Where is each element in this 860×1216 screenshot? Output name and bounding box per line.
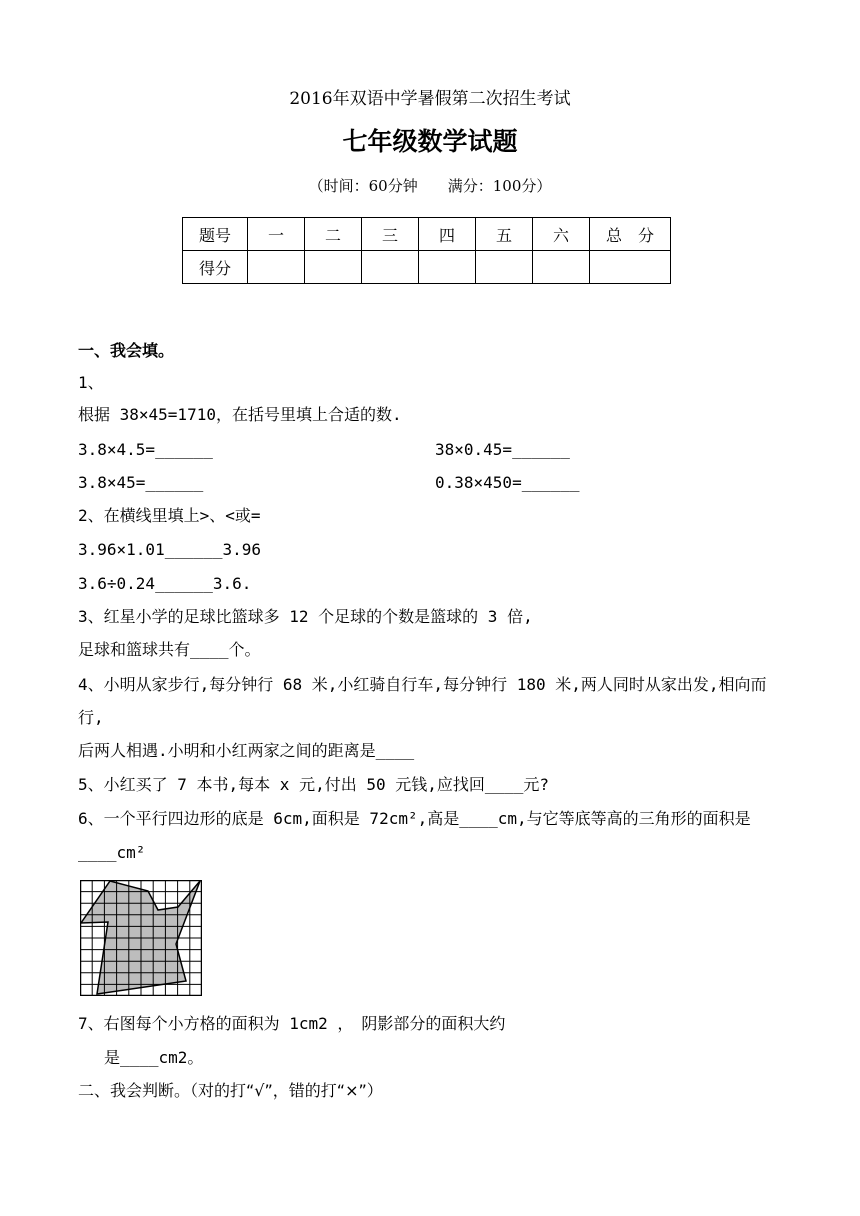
score-table bbox=[182, 217, 671, 284]
q5-text: 5、小红买了 7 本书,每本 x 元,付出 50 元钱,应找回____元? bbox=[78, 775, 550, 794]
q7-line-1: 7、右图每个小方格的面积为 1cm2 ， 阴影部分的面积大约 bbox=[78, 1014, 506, 1033]
score-table-score-row bbox=[183, 251, 671, 284]
q2-item-b: 3.6÷0.24______3.6. bbox=[78, 574, 252, 593]
score-cell-1: 一 bbox=[248, 218, 305, 251]
q1-item-c: 3.8×45=______ bbox=[78, 473, 204, 492]
score-input-4[interactable] bbox=[419, 251, 476, 284]
q7-line-2: 是____cm2。 bbox=[104, 1048, 204, 1067]
score-input-1[interactable] bbox=[248, 251, 305, 284]
score-table-header-row bbox=[183, 218, 671, 251]
score-cell-6: 六 bbox=[533, 218, 590, 251]
score-input-2[interactable] bbox=[305, 251, 362, 284]
q6-line-1: 6、一个平行四边形的底是 6cm,面积是 72cm²,高是____cm,与它等底等高的三角形的面积是 bbox=[78, 809, 751, 828]
exam-name: 2016年双语中学暑假第二次招生考试 bbox=[289, 89, 571, 109]
score-cell-total: 总 分 bbox=[590, 218, 671, 251]
q4-line-2: 行, bbox=[78, 708, 104, 727]
score-row-label: 得分 bbox=[183, 251, 248, 284]
q3-line-1: 3、红星小学的足球比篮球多 12 个足球的个数是篮球的 3 倍, bbox=[78, 607, 533, 626]
score-cell-label: 题号 bbox=[183, 218, 248, 251]
q1-number: 1、 bbox=[78, 373, 104, 392]
q6-line-2: ____cm² bbox=[78, 843, 146, 862]
q4-line-3: 后两人相遇.小明和小红两家之间的距离是____ bbox=[78, 741, 415, 760]
section-2-title: 二、我会判断。（对的打“√”，错的打“×”） bbox=[78, 1081, 383, 1100]
score-cell-3: 三 bbox=[362, 218, 419, 251]
score-cell-4: 四 bbox=[419, 218, 476, 251]
exam-info: （时间：60分钟 满分：100分） bbox=[308, 177, 552, 195]
score-input-3[interactable] bbox=[362, 251, 419, 284]
score-cell-2: 二 bbox=[305, 218, 362, 251]
q1-intro: 根据 38×45=1710，在括号里填上合适的数. bbox=[78, 405, 402, 424]
q2-text: 2、在横线里填上>、<或= bbox=[78, 506, 261, 525]
shaded-grid-figure bbox=[80, 880, 202, 996]
page-title: 七年级数学试题 bbox=[342, 127, 518, 156]
q2-item-a: 3.96×1.01______3.96 bbox=[78, 540, 262, 559]
section-1-title: 一、我会填。 bbox=[78, 341, 175, 360]
q1-item-a: 3.8×4.5=______ bbox=[78, 440, 213, 459]
score-input-total[interactable] bbox=[590, 251, 671, 284]
q1-item-b: 38×0.45=______ bbox=[435, 440, 570, 459]
q1-item-d: 0.38×450=______ bbox=[435, 473, 580, 492]
score-cell-5: 五 bbox=[476, 218, 533, 251]
score-input-5[interactable] bbox=[476, 251, 533, 284]
score-input-6[interactable] bbox=[533, 251, 590, 284]
q3-line-2: 足球和篮球共有____个。 bbox=[78, 640, 261, 659]
q4-line-1: 4、小明从家步行,每分钟行 68 米,小红骑自行车,每分钟行 180 米,两人同时从家出发,相向而 bbox=[78, 675, 767, 694]
